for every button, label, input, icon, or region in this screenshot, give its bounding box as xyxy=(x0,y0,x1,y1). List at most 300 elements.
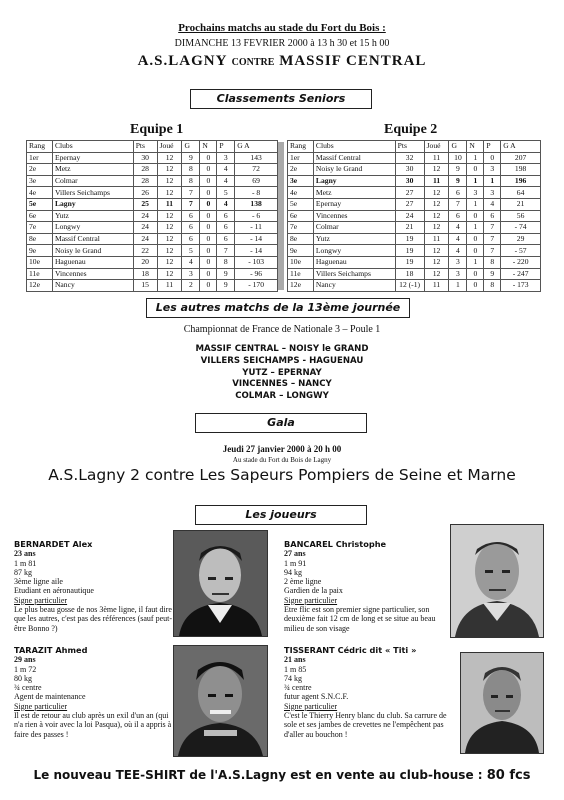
table-cell: 28 xyxy=(133,164,157,176)
next-matches-date: DIMANCHE 13 FEVRIER 2000 à 13 h 30 et 15 h 00 xyxy=(174,38,390,49)
table-cell: 64 xyxy=(501,187,541,199)
table-row xyxy=(27,233,278,245)
table-cell: 0 xyxy=(200,187,217,199)
table-row xyxy=(288,233,541,245)
table-cell: 7 xyxy=(182,187,200,199)
table-cell: Longwy xyxy=(313,245,395,257)
signe-label: Signe particulier xyxy=(14,701,68,711)
column-header: N xyxy=(467,141,484,153)
match-item: YUTZ – EPERNAY xyxy=(242,367,322,378)
table-cell: 18 xyxy=(395,268,424,280)
table-cell: Lagny xyxy=(52,198,133,210)
table-cell: 7e xyxy=(27,222,53,234)
player-name: TARAZIT Ahmed xyxy=(14,645,88,655)
table-cell: 3 xyxy=(449,268,467,280)
table-cell: 69 xyxy=(235,175,278,187)
player-weight: 94 kg xyxy=(284,567,302,577)
joueurs-title: Les joueurs xyxy=(245,508,317,521)
table-cell: 3 xyxy=(484,164,501,176)
table-cell: 0 xyxy=(200,222,217,234)
player-job: futur agent S.N.C.F. xyxy=(284,692,349,702)
table-row xyxy=(27,164,278,176)
table-cell: 29 xyxy=(501,233,541,245)
table-cell: 9 xyxy=(449,164,467,176)
table-cell: 12 (-1) xyxy=(395,280,424,292)
player-job: Agent de maintenance xyxy=(14,692,86,702)
column-header: P xyxy=(217,141,235,153)
table-cell: Noisy le Grand xyxy=(313,164,395,176)
standings-table-equipe2 xyxy=(287,140,541,292)
table-row xyxy=(27,175,278,187)
table-cell: Metz xyxy=(52,164,133,176)
table-cell: 26 xyxy=(133,187,157,199)
table-cell: 6 xyxy=(217,233,235,245)
table-cell: Epernay xyxy=(313,198,395,210)
column-header: G A xyxy=(501,141,541,153)
player-photo-tisserant xyxy=(460,652,544,754)
table-cell: 8e xyxy=(27,233,53,245)
table-cell: 0 xyxy=(200,280,217,292)
table-cell: 0 xyxy=(467,210,484,222)
player-card-bernardet xyxy=(14,540,174,633)
gala-match: A.S.Lagny 2 contre Les Sapeurs Pompiers de Seine et Marne xyxy=(48,466,516,484)
table-cell: 8 xyxy=(484,256,501,268)
table-cell: 20 xyxy=(133,256,157,268)
player-card-tarazit xyxy=(14,646,174,739)
table-cell: 12 xyxy=(157,175,182,187)
table-cell: 2e xyxy=(27,164,53,176)
table-cell: 0 xyxy=(467,268,484,280)
table-cell: 0 xyxy=(467,280,484,292)
column-header: N xyxy=(200,141,217,153)
match-item: VINCENNES – NANCY xyxy=(232,379,332,390)
column-header: Rang xyxy=(288,141,314,153)
table-cell: 1er xyxy=(27,152,53,164)
table-cell: 3 xyxy=(449,256,467,268)
table-cell: - 173 xyxy=(501,280,541,292)
announcement-text: Le nouveau TEE-SHIRT de l'A.S.Lagny est en vente au club-house : xyxy=(33,768,483,782)
table-cell: 11 xyxy=(157,198,182,210)
table-cell: 9 xyxy=(484,268,501,280)
table-cell: 11 xyxy=(424,152,449,164)
table-row xyxy=(27,210,278,222)
table-cell: 143 xyxy=(235,152,278,164)
player-job: Etudiant en aéronautique xyxy=(14,586,94,596)
table-cell: 12 xyxy=(157,233,182,245)
table-cell: 5 xyxy=(182,245,200,257)
table-cell: - 96 xyxy=(235,268,278,280)
table-cell: 9 xyxy=(449,175,467,187)
classements-title-box xyxy=(190,89,372,109)
signe-label: Signe particulier xyxy=(14,595,68,605)
table-cell: - 220 xyxy=(501,256,541,268)
column-header: Pts xyxy=(133,141,157,153)
table-cell: 4 xyxy=(217,164,235,176)
player-name: BERNARDET Alex xyxy=(14,539,93,549)
table-cell: 7 xyxy=(217,245,235,257)
table-header-row xyxy=(288,141,541,153)
table-cell: 12 xyxy=(424,222,449,234)
versus-label: CONTRE xyxy=(231,57,275,68)
table-cell: 12 xyxy=(424,164,449,176)
table-cell: Villers Seichamps xyxy=(52,187,133,199)
player-card-tisserant xyxy=(284,646,447,739)
signe-text: Il est de retour au club après un exil d'un an (qui n'a rien à voir avec la loi Pasqua), où il a appris à faire des passes ! xyxy=(14,711,172,739)
table-cell: 4 xyxy=(182,256,200,268)
table-cell: 6 xyxy=(484,210,501,222)
table-cell: - 11 xyxy=(235,222,278,234)
table-cell: Lagny xyxy=(313,175,395,187)
table-cell: Villers Seichamps xyxy=(313,268,395,280)
table-cell: 25 xyxy=(133,198,157,210)
table-cell: 28 xyxy=(133,175,157,187)
table-cell: 3 xyxy=(484,187,501,199)
table-cell: 0 xyxy=(467,164,484,176)
table-cell: 6 xyxy=(217,222,235,234)
player-card-bancarel xyxy=(284,540,447,633)
table-row xyxy=(27,222,278,234)
player-age: 21 ans xyxy=(284,655,306,665)
player-job: Gardien de la paix xyxy=(284,586,343,596)
table-cell: 10 xyxy=(449,152,467,164)
column-header: Joué xyxy=(157,141,182,153)
table-cell: 4e xyxy=(27,187,53,199)
table-cell: 7 xyxy=(484,222,501,234)
table-cell: 19 xyxy=(395,233,424,245)
table-cell: 5 xyxy=(217,187,235,199)
table-cell: Vincennes xyxy=(313,210,395,222)
table-cell: 3e xyxy=(27,175,53,187)
table-cell: 8 xyxy=(182,175,200,187)
signe-label: Signe particulier xyxy=(284,701,338,711)
table-cell: Metz xyxy=(313,187,395,199)
table-cell: 5e xyxy=(27,198,53,210)
table-row xyxy=(288,152,541,164)
table-cell: 7 xyxy=(182,198,200,210)
table-cell: 19 xyxy=(395,245,424,257)
table-cell: 6 xyxy=(449,210,467,222)
table-cell: 12e xyxy=(27,280,53,292)
table-cell: Nancy xyxy=(52,280,133,292)
joueurs-title-box xyxy=(195,505,367,525)
table-cell: Nancy xyxy=(313,280,395,292)
table-cell: 6 xyxy=(182,222,200,234)
table-cell: 24 xyxy=(133,222,157,234)
table-header-row xyxy=(27,141,278,153)
table-row xyxy=(288,256,541,268)
table-cell: - 57 xyxy=(501,245,541,257)
championnat-label: Championnat de France de Nationale 3 – Poule 1 xyxy=(183,324,381,335)
table-cell: 12 xyxy=(157,268,182,280)
table-row xyxy=(288,222,541,234)
table-cell: 2e xyxy=(288,164,314,176)
table-cell: 7 xyxy=(484,233,501,245)
player-height: 1 m 81 xyxy=(14,558,37,568)
table-cell: 10e xyxy=(27,256,53,268)
table-cell: 10e xyxy=(288,256,314,268)
table-cell: Yutz xyxy=(313,233,395,245)
table-row xyxy=(27,187,278,199)
table-cell: 4 xyxy=(449,233,467,245)
table-cell: 12e xyxy=(288,280,314,292)
table-cell: 12 xyxy=(157,152,182,164)
table-cell: 11 xyxy=(424,280,449,292)
table-row xyxy=(27,198,278,210)
player-height: 1 m 91 xyxy=(284,558,307,568)
table-cell: 12 xyxy=(424,198,449,210)
table-cell: Colmar xyxy=(313,222,395,234)
player-name: TISSERANT Cédric dit « Titi » xyxy=(284,645,417,655)
table-cell: 1er xyxy=(288,152,314,164)
signe-label: Signe particulier xyxy=(284,595,338,605)
table-cell: - 14 xyxy=(235,233,278,245)
table-cell: 30 xyxy=(395,175,424,187)
table-cell: 9 xyxy=(182,152,200,164)
table-cell: 9e xyxy=(288,245,314,257)
tee-shirt-announcement xyxy=(0,768,564,783)
featured-match xyxy=(0,53,564,70)
table-cell: Massif Central xyxy=(52,233,133,245)
standings-table-equipe1 xyxy=(26,140,278,292)
table-row xyxy=(288,280,541,292)
table-cell: 3 xyxy=(217,152,235,164)
table-cell: 8e xyxy=(288,233,314,245)
table-cell: 8 xyxy=(217,256,235,268)
table-cell: 0 xyxy=(200,164,217,176)
table-cell: 11 xyxy=(424,233,449,245)
column-header: Pts xyxy=(395,141,424,153)
table-cell: 8 xyxy=(484,280,501,292)
player-age: 27 ans xyxy=(284,549,306,559)
table-cell: 12 xyxy=(157,187,182,199)
player-photo-tarazit xyxy=(173,645,268,757)
table-cell: 1 xyxy=(467,222,484,234)
signe-text: Le plus beau gosse de nos 3ème ligne, il faut dire que les autres, c'est pas des références (sauf peut-être Bonno ?) xyxy=(14,605,173,633)
table-row xyxy=(288,245,541,257)
table-cell: 5e xyxy=(288,198,314,210)
table-cell: - 14 xyxy=(235,245,278,257)
table-cell: 0 xyxy=(200,256,217,268)
table-cell: 3 xyxy=(182,268,200,280)
table-cell: 24 xyxy=(133,233,157,245)
table-cell: 27 xyxy=(395,187,424,199)
table-cell: 12 xyxy=(157,164,182,176)
table-cell: 12 xyxy=(424,210,449,222)
table-cell: 138 xyxy=(235,198,278,210)
classements-title: Classements Seniors xyxy=(216,92,346,105)
table-cell: 198 xyxy=(501,164,541,176)
player-name: BANCAREL Christophe xyxy=(284,539,387,549)
player-position: 2 ème ligne xyxy=(284,577,322,587)
column-header: Clubs xyxy=(52,141,133,153)
table-cell: Massif Central xyxy=(313,152,395,164)
column-header: Joué xyxy=(424,141,449,153)
player-age: 29 ans xyxy=(14,655,36,665)
table-cell: 0 xyxy=(200,245,217,257)
column-header: G xyxy=(182,141,200,153)
table-cell: 9e xyxy=(27,245,53,257)
table-cell: 12 xyxy=(157,256,182,268)
table-row xyxy=(288,187,541,199)
table-cell: Colmar xyxy=(52,175,133,187)
gala-title: Gala xyxy=(267,416,295,429)
table-cell: 0 xyxy=(200,233,217,245)
signe-text: Etre flic est son premier signe particulier, son deuxième fait 12 cm de long et se situe au beau milieu de son visage xyxy=(284,605,436,633)
table-cell: Epernay xyxy=(52,152,133,164)
table-cell: 15 xyxy=(133,280,157,292)
table-cell: 1 xyxy=(449,280,467,292)
table-cell: 207 xyxy=(501,152,541,164)
table-cell: 0 xyxy=(467,245,484,257)
table-cell: 4e xyxy=(288,187,314,199)
table-row xyxy=(288,210,541,222)
table-cell: 22 xyxy=(133,245,157,257)
table-cell: 11 xyxy=(157,280,182,292)
table-cell: 21 xyxy=(501,198,541,210)
table-row xyxy=(288,268,541,280)
column-header: Clubs xyxy=(313,141,395,153)
signe-text: C'est le Thierry Henry blanc du club. Sa carrure de sole et ses jambes de crevettes ne l'empêchent pas d'aller au bouchon ! xyxy=(284,711,447,739)
player-weight: 74 kg xyxy=(284,673,302,683)
table-cell: 0 xyxy=(200,268,217,280)
table-cell: 18 xyxy=(133,268,157,280)
match-item: MASSIF CENTRAL – NOISY le GRAND xyxy=(195,344,369,354)
table-cell: Haguenau xyxy=(313,256,395,268)
table-cell: 1 xyxy=(467,175,484,187)
table-cell: 0 xyxy=(200,198,217,210)
player-height: 1 m 85 xyxy=(284,664,307,674)
equipe1-title: Equipe 1 xyxy=(130,122,184,137)
table-row xyxy=(27,245,278,257)
table-cell: 7 xyxy=(484,245,501,257)
table-row xyxy=(288,198,541,210)
column-header: Rang xyxy=(27,141,53,153)
table-cell: 30 xyxy=(133,152,157,164)
table-cell: 4 xyxy=(449,245,467,257)
table-cell: - 170 xyxy=(235,280,278,292)
table-row xyxy=(27,256,278,268)
table-cell: - 6 xyxy=(235,210,278,222)
table-row xyxy=(27,268,278,280)
table-cell: 1 xyxy=(467,152,484,164)
autres-matchs-title-box xyxy=(146,298,410,318)
table-cell: Longwy xyxy=(52,222,133,234)
table-cell: 4 xyxy=(217,175,235,187)
table-cell: 8 xyxy=(182,164,200,176)
table-cell: 4 xyxy=(217,198,235,210)
table-cell: 12 xyxy=(424,187,449,199)
table-cell: 3 xyxy=(467,187,484,199)
table-cell: 9 xyxy=(217,280,235,292)
table-cell: 4 xyxy=(484,198,501,210)
table-cell: Vincennes xyxy=(52,268,133,280)
table-cell: 24 xyxy=(395,210,424,222)
autres-matchs-title: Les autres matchs de la 13ème journée xyxy=(155,301,401,314)
player-age: 23 ans xyxy=(14,549,36,559)
table-cell: - 74 xyxy=(501,222,541,234)
table-cell: 0 xyxy=(484,152,501,164)
table-cell: 6 xyxy=(217,210,235,222)
matches-list xyxy=(0,344,564,403)
table-cell: 1 xyxy=(484,175,501,187)
table-cell: - 8 xyxy=(235,187,278,199)
table-cell: 11e xyxy=(288,268,314,280)
player-height: 1 m 72 xyxy=(14,664,37,674)
table-row xyxy=(27,152,278,164)
table-cell: 2 xyxy=(182,280,200,292)
table-cell: 12 xyxy=(157,210,182,222)
tee-shirt-price: 80 fcs xyxy=(486,768,531,783)
table-cell: 30 xyxy=(395,164,424,176)
table-cell: 6 xyxy=(182,210,200,222)
table-cell: 32 xyxy=(395,152,424,164)
table-cell: Haguenau xyxy=(52,256,133,268)
column-header: G xyxy=(449,141,467,153)
table-cell: 196 xyxy=(501,175,541,187)
player-photo-bernardet xyxy=(173,530,268,637)
table-cell: 56 xyxy=(501,210,541,222)
table-cell: 72 xyxy=(235,164,278,176)
table-cell: - 247 xyxy=(501,268,541,280)
table-cell: 7 xyxy=(449,198,467,210)
table-cell: 0 xyxy=(200,175,217,187)
table-cell: 12 xyxy=(424,268,449,280)
column-header: G A xyxy=(235,141,278,153)
table-cell: - 103 xyxy=(235,256,278,268)
table-cell: 19 xyxy=(395,256,424,268)
equipe2-title: Equipe 2 xyxy=(384,122,438,137)
table-cell: 12 xyxy=(424,245,449,257)
player-photo-bancarel xyxy=(450,524,544,638)
gala-place: Au stade du Fort du Bois de Lagny xyxy=(232,456,332,464)
table-cell: 6e xyxy=(288,210,314,222)
table-cell: 4 xyxy=(449,222,467,234)
player-weight: 80 kg xyxy=(14,673,32,683)
player-weight: 87 kg xyxy=(14,567,32,577)
table-cell: 21 xyxy=(395,222,424,234)
table-cell: 0 xyxy=(200,210,217,222)
team-b: MASSIF CENTRAL xyxy=(279,53,427,69)
table-cell: 11e xyxy=(27,268,53,280)
table-cell: Noisy le Grand xyxy=(52,245,133,257)
table-cell: 1 xyxy=(467,256,484,268)
table-cell: 9 xyxy=(217,268,235,280)
table-cell: 24 xyxy=(133,210,157,222)
table-separator xyxy=(278,142,284,290)
table-row xyxy=(27,280,278,292)
table-cell: 11 xyxy=(424,175,449,187)
player-position: ¾ centre xyxy=(284,683,312,693)
table-cell: 12 xyxy=(157,222,182,234)
table-cell: Yutz xyxy=(52,210,133,222)
table-cell: 7e xyxy=(288,222,314,234)
next-matches-heading: Prochains matchs au stade du Fort du Bois : xyxy=(178,22,386,34)
gala-date: Jeudi 27 janvier 2000 à 20 h 00 xyxy=(222,444,342,454)
table-cell: 3e xyxy=(288,175,314,187)
table-cell: 27 xyxy=(395,198,424,210)
column-header: P xyxy=(484,141,501,153)
match-item: COLMAR – LONGWY xyxy=(235,391,329,402)
table-cell: 0 xyxy=(467,233,484,245)
table-cell: 12 xyxy=(157,245,182,257)
table-row xyxy=(288,175,541,187)
table-cell: 6e xyxy=(27,210,53,222)
table-cell: 1 xyxy=(467,198,484,210)
match-item: VILLERS SEICHAMPS - HAGUENAU xyxy=(200,355,364,366)
player-position: ¾ centre xyxy=(14,683,42,693)
team-a: A.S.LAGNY xyxy=(137,53,227,69)
table-cell: 0 xyxy=(200,152,217,164)
